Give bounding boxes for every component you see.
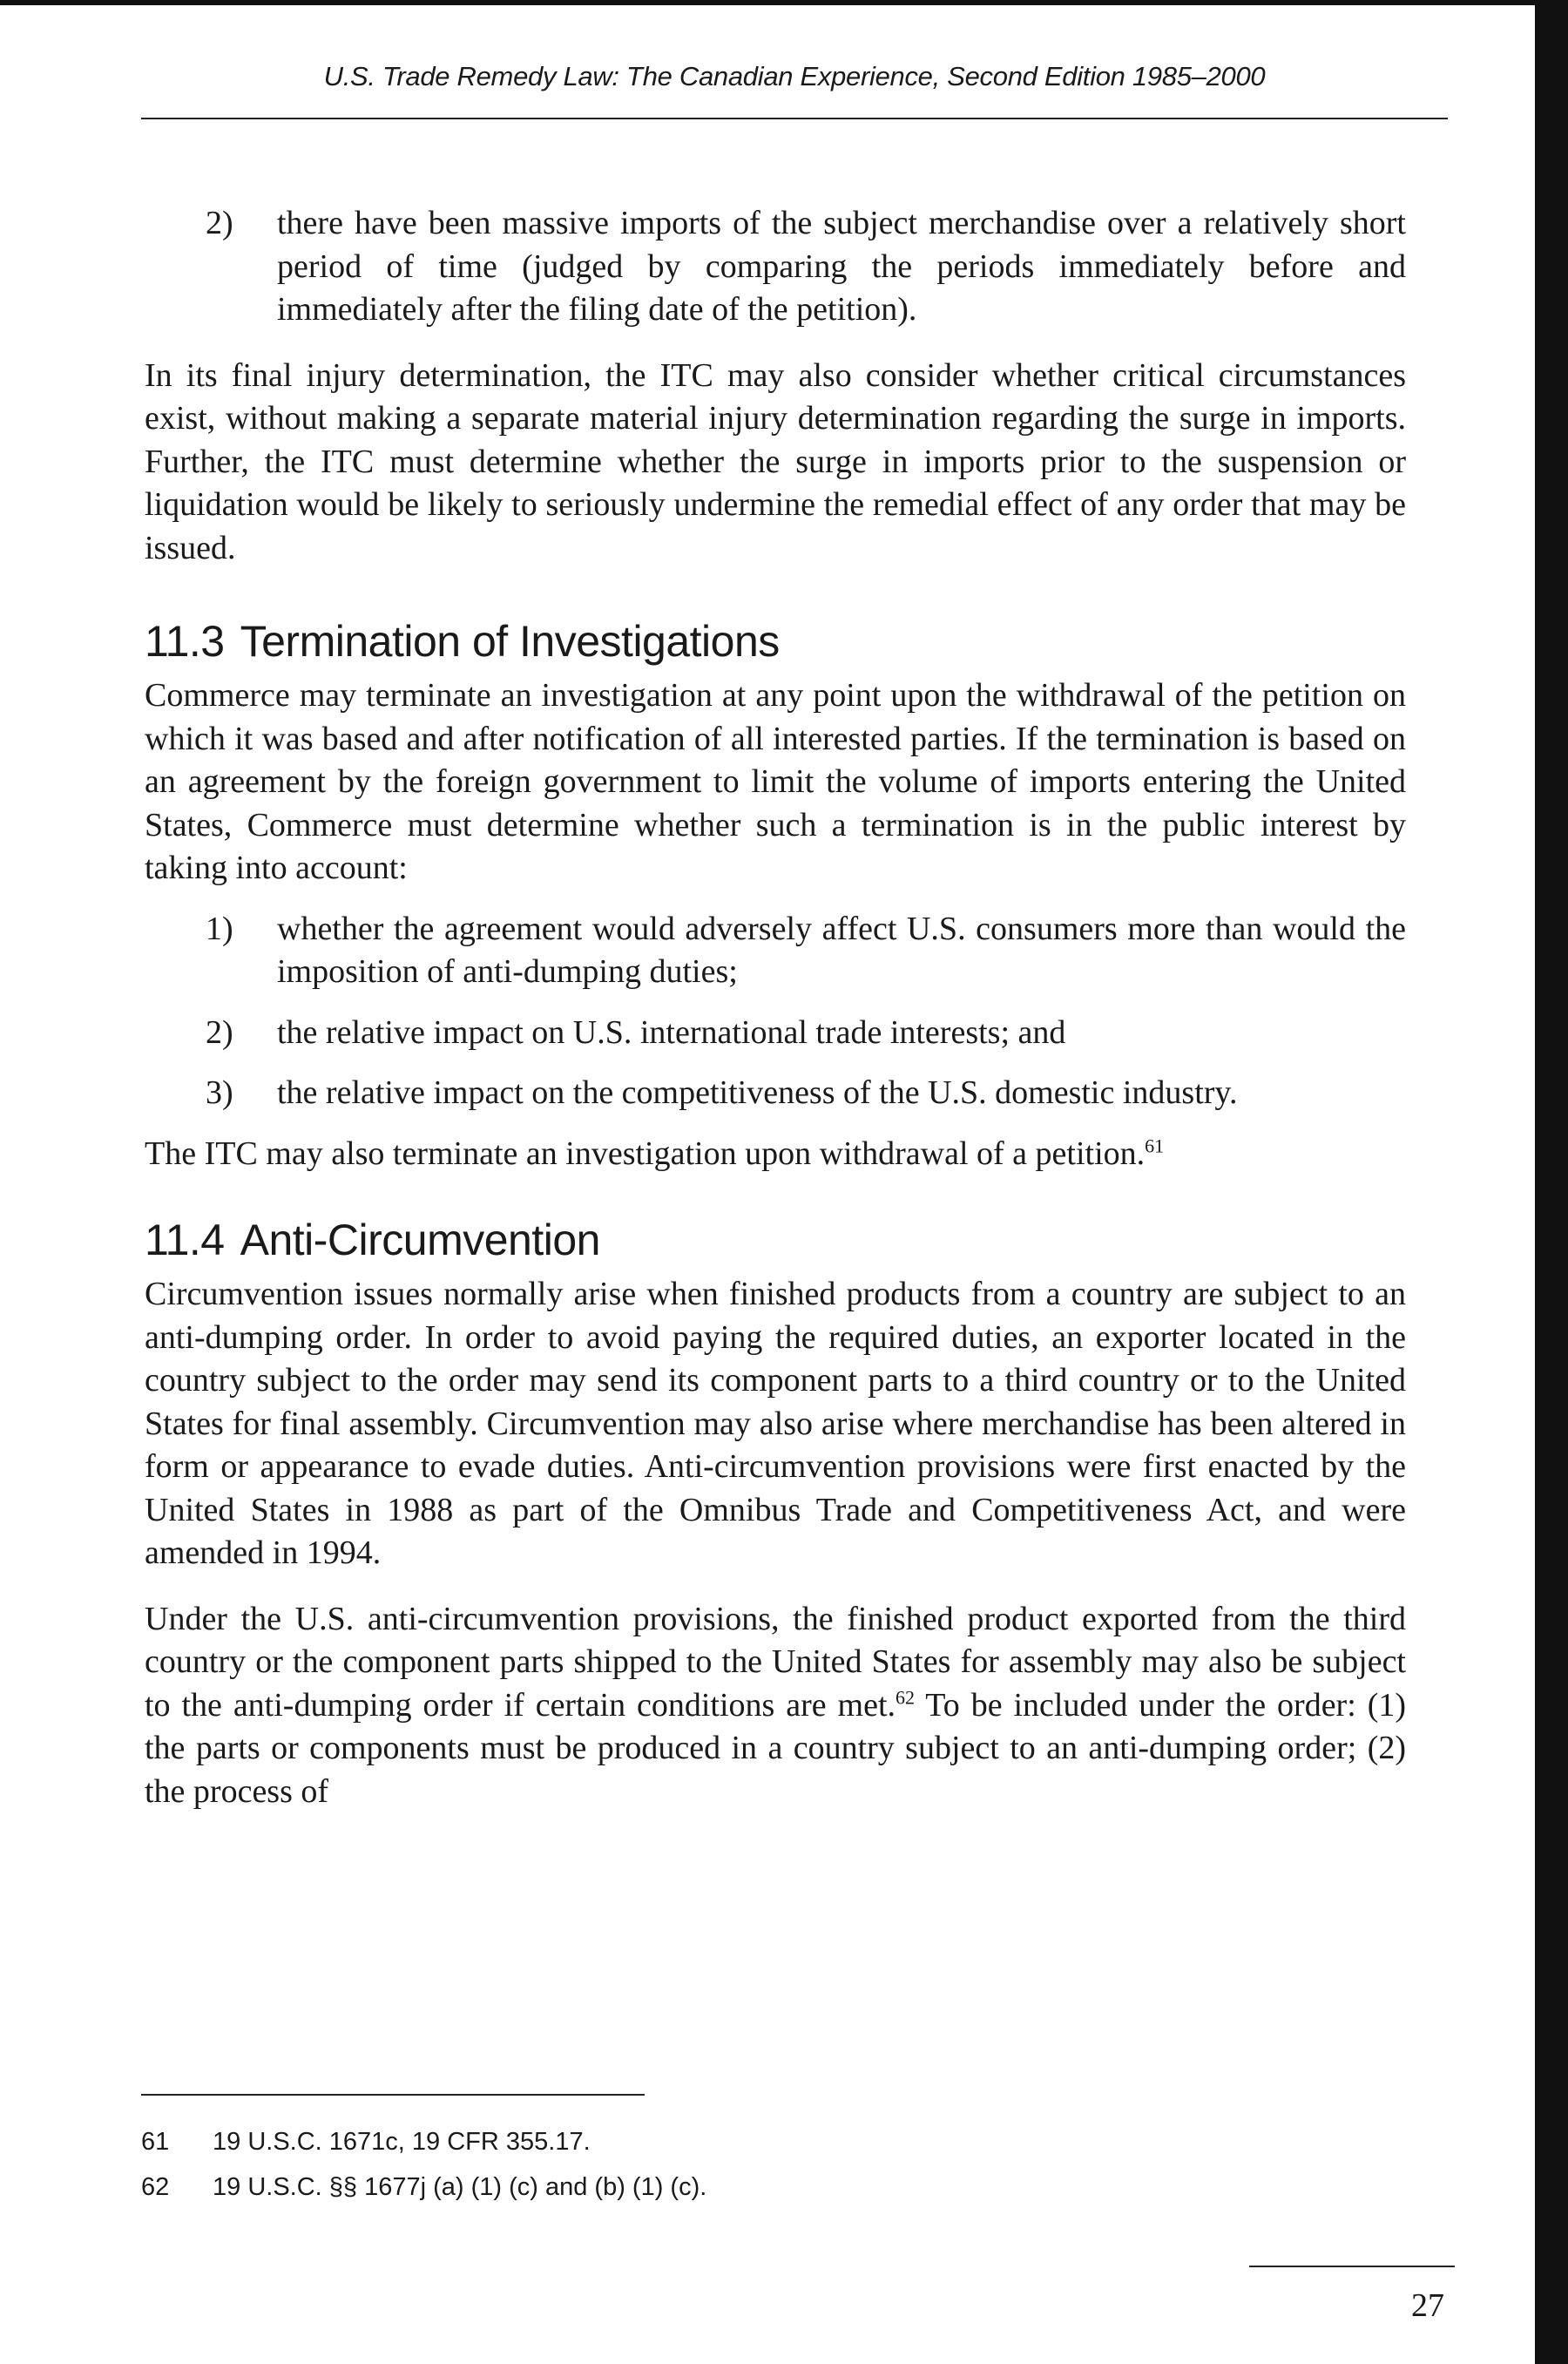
list-item-text: there have been massive imports of the subject merchandise over a relatively short period of time (judged by comparing the periods immediately before and immediately after the filing date of the petition).	[277, 205, 1406, 328]
footnote-number: 62	[141, 2173, 170, 2201]
section-title: Anti-Circumvention	[240, 1216, 600, 1264]
footnote-number: 61	[141, 2128, 170, 2156]
list-item	[145, 908, 1406, 994]
footnote-text: 19 U.S.C. §§ 1677j (a) (1) (c) and (b) (1) (c).	[213, 2173, 707, 2201]
footnote	[141, 2164, 1186, 2210]
footnote-ref-61: 61	[1145, 1134, 1165, 1156]
paragraph-anti-circumvention	[145, 1598, 1406, 1814]
termination-criteria-list	[145, 908, 1406, 1115]
list-item	[145, 202, 1406, 332]
section-number: 11.3	[145, 617, 225, 666]
footnote	[141, 2119, 1186, 2164]
paragraph-text-continued: To be included under the order: (1) the parts or components must be produced in a country subject to an anti-dumping order; (2) the process of	[145, 1686, 1406, 1810]
list-item-number: 2)	[206, 1013, 233, 1051]
list-item	[145, 1072, 1406, 1115]
section-heading-11-3	[145, 615, 1406, 667]
running-header: U.S. Trade Remedy Law: The Canadian Experience, Second Edition 1985–2000	[323, 61, 1266, 91]
section-heading-11-4	[145, 1214, 1406, 1266]
continued-list	[145, 202, 1406, 332]
paragraph-circumvention: Circumvention issues normally arise when finished products from a country are subject to an anti-dumping order. In order to avoid paying the required duties, an exporter located in the country subject to the order may send its component parts to a third country or to the United States for final assembly. Circumvention may also arise where merchandise has been altered in form or appearance to evade duties. Anti-circumvention provisions were first enacted by the United States in 1988 as part of the Omnibus Trade and Competitiveness Act, and were amended in 1994.	[145, 1276, 1406, 1571]
footnote-ref-62: 62	[896, 1685, 916, 1708]
page-body	[145, 202, 1406, 1813]
scan-border-right	[1535, 0, 1568, 2364]
list-item	[145, 1012, 1406, 1055]
footnote-text: 19 U.S.C. 1671c, 19 CFR 355.17.	[213, 2128, 591, 2156]
footnote-rule	[141, 2094, 645, 2096]
paragraph-text: The ITC may also terminate an investigation upon withdrawal of a petition.	[145, 1135, 1146, 1172]
paragraph-final-injury: In its final injury determination, the ITC may also consider whether critical circumstances exist, without making a separate material injury determination regarding the surge in imports. Further, the ITC must determine whether the surge in imports prior to the suspension or liquidation would be likely to seriously undermine the remedial effect of any order that may be issued.	[145, 356, 1406, 566]
list-item-text: whether the agreement would adversely affect U.S. consumers more than would the imposition of anti-dumping duties;	[277, 910, 1406, 990]
footnotes	[141, 2119, 1186, 2210]
paragraph-termination-intro: Commerce may terminate an investigation at any point upon the withdrawal of the petition on which it was based and after notification of all interested parties. If the termination is based on an agreement by the foreign government to limit the volume of imports entering the United States, Commerce must determine whether such a termination is in the public interest by taking into account:	[145, 677, 1406, 886]
folio-rule	[1249, 2266, 1455, 2267]
list-item-number: 3)	[206, 1074, 233, 1111]
list-item-number: 1)	[206, 910, 233, 947]
paragraph-text: Under the U.S. anti-circumvention provisions, the finished product exported from the third country or the component parts shipped to the United States for assembly may also be subject to the anti-dumping order if certain conditions are met.	[145, 1600, 1406, 1724]
section-title: Termination of Investigations	[240, 617, 780, 666]
paragraph-itc-termination	[145, 1133, 1406, 1176]
header-rule	[141, 118, 1448, 119]
page-number: 27	[1411, 2287, 1444, 2324]
list-item-number: 2)	[206, 205, 233, 241]
list-item-text: the relative impact on the competitiveness of the U.S. domestic industry.	[277, 1074, 1238, 1111]
section-number: 11.4	[145, 1216, 225, 1264]
list-item-text: the relative impact on U.S. international trade interests; and	[277, 1013, 1066, 1051]
scan-border-top	[0, 0, 1568, 5]
